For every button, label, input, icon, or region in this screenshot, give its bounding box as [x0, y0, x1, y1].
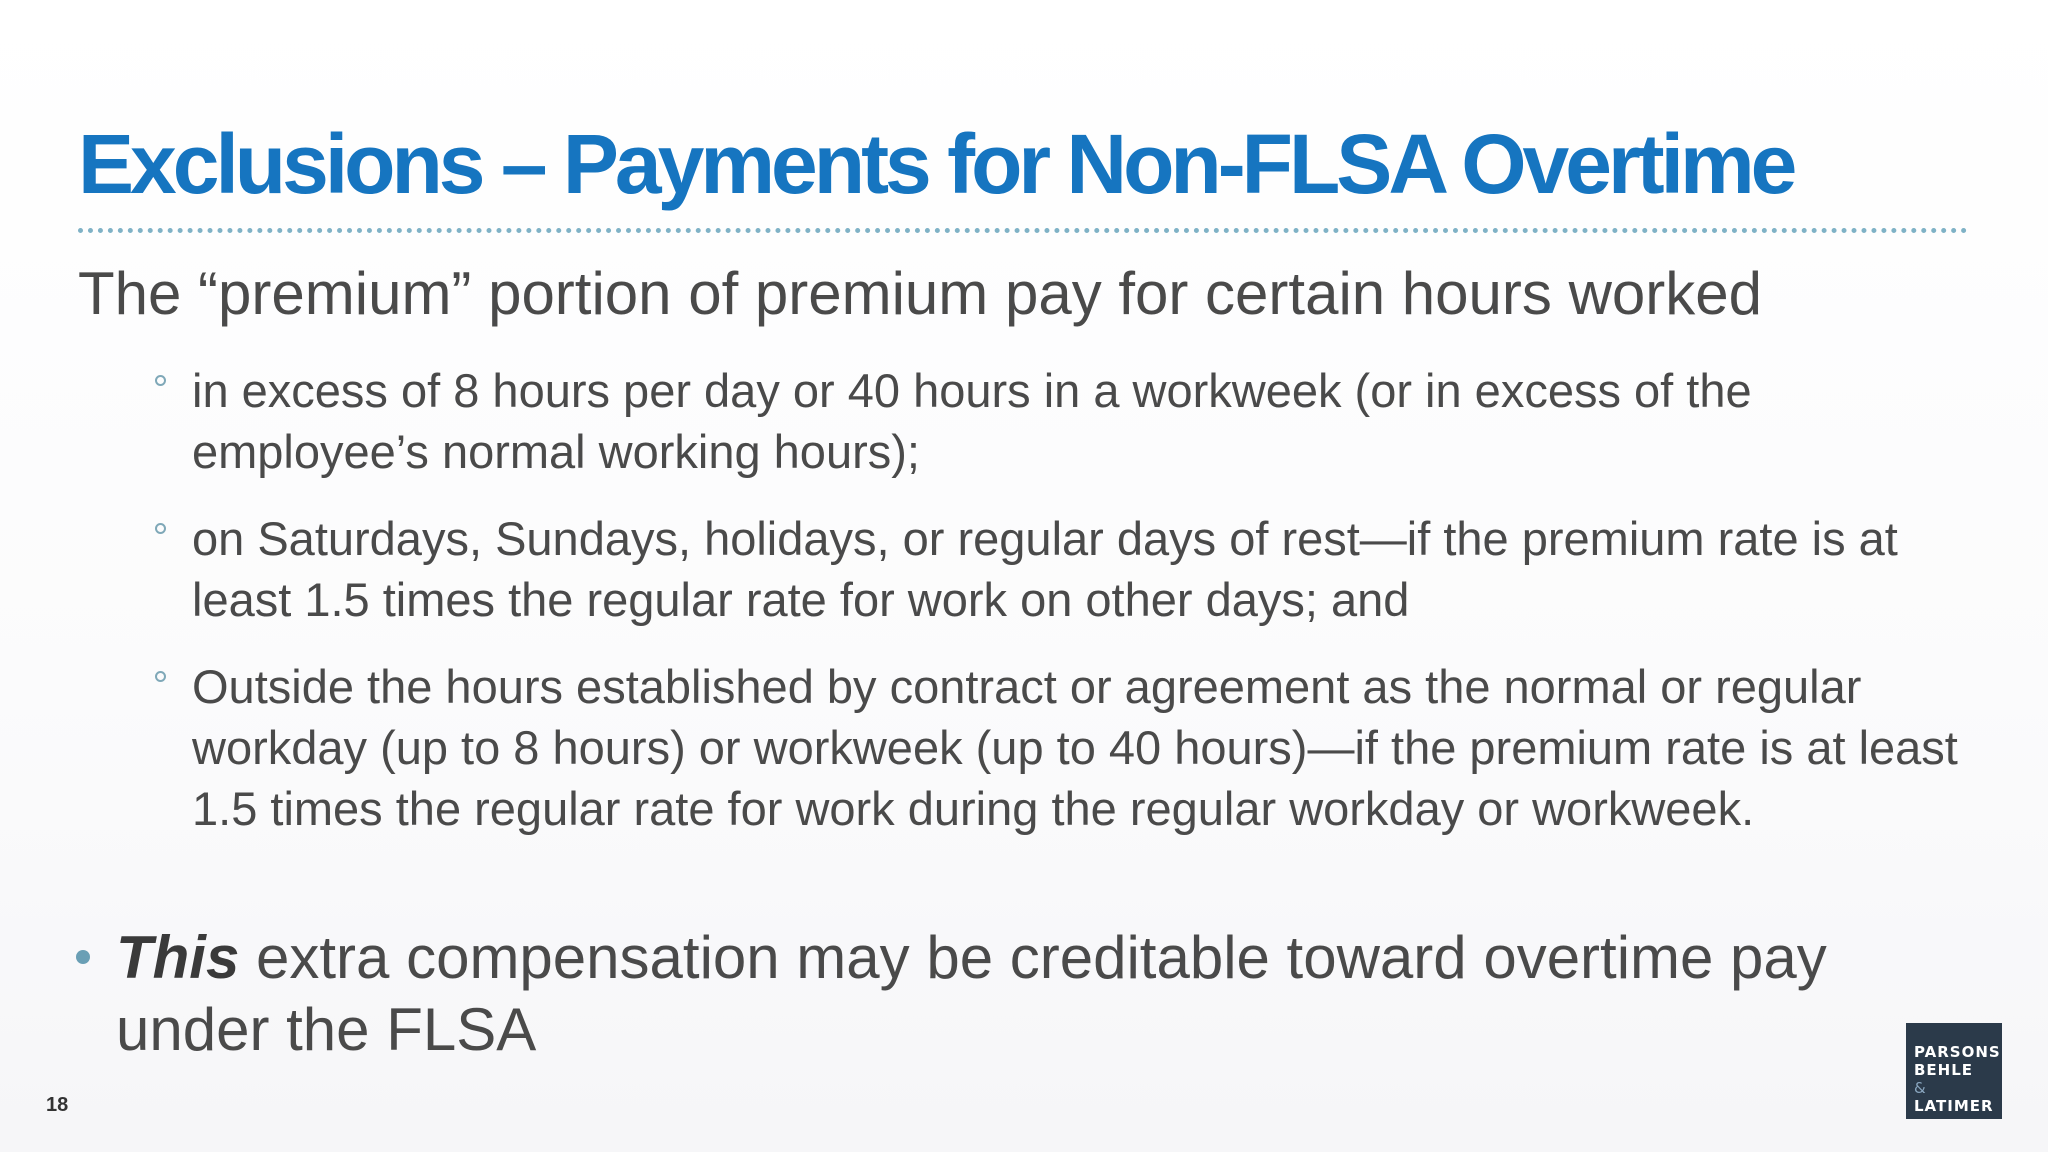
- main-bullet-text: [116, 922, 1856, 1066]
- sub-bullet-list: [150, 360, 1970, 865]
- intro-text: The “premium” portion of premium pay for certain hours worked: [78, 260, 1762, 327]
- main-bullet-rest: extra compensation may be creditable toward overtime pay under the FLSA: [116, 924, 1827, 1063]
- page-number: 18: [46, 1094, 69, 1116]
- sub-bullet-item: [150, 360, 1970, 482]
- sub-bullet-item: [150, 656, 1970, 839]
- logo-line-2-text: BEHLE: [1914, 1061, 1974, 1079]
- sub-bullet-item: [150, 508, 1970, 630]
- logo-ampersand: &: [1914, 1079, 1927, 1097]
- filled-circle-bullet-icon: [76, 950, 90, 964]
- hollow-circle-bullet-icon: [155, 523, 166, 534]
- title-divider: [78, 228, 1968, 233]
- emphasis-text: This: [116, 924, 240, 991]
- logo-line-1: PARSONS: [1914, 1043, 2001, 1061]
- hollow-circle-bullet-icon: [155, 375, 166, 386]
- main-bullet-item: [76, 922, 1856, 1066]
- sub-bullet-text: on Saturdays, Sundays, holidays, or regular days of rest—if the premium rate is at least 1.5 times the regular rate for work on other days; and: [192, 512, 1898, 626]
- sub-bullet-text: in excess of 8 hours per day or 40 hours in a workweek (or in excess of the employee’s normal working hours);: [192, 364, 1752, 478]
- logo-line-2: [1914, 1061, 2002, 1097]
- logo-line-3: LATIMER: [1914, 1097, 1994, 1115]
- hollow-circle-bullet-icon: [155, 671, 166, 682]
- company-logo: [1906, 1023, 2002, 1119]
- sub-bullet-text: Outside the hours established by contract or agreement as the normal or regular workday (up to 8 hours) or workweek (up to 40 hours)—if the premium rate is at least 1.5 times the regular rate for work during the regular workday or workweek.: [192, 660, 1958, 835]
- slide-title: Exclusions – Payments for Non-FLSA Overtime: [78, 117, 1794, 211]
